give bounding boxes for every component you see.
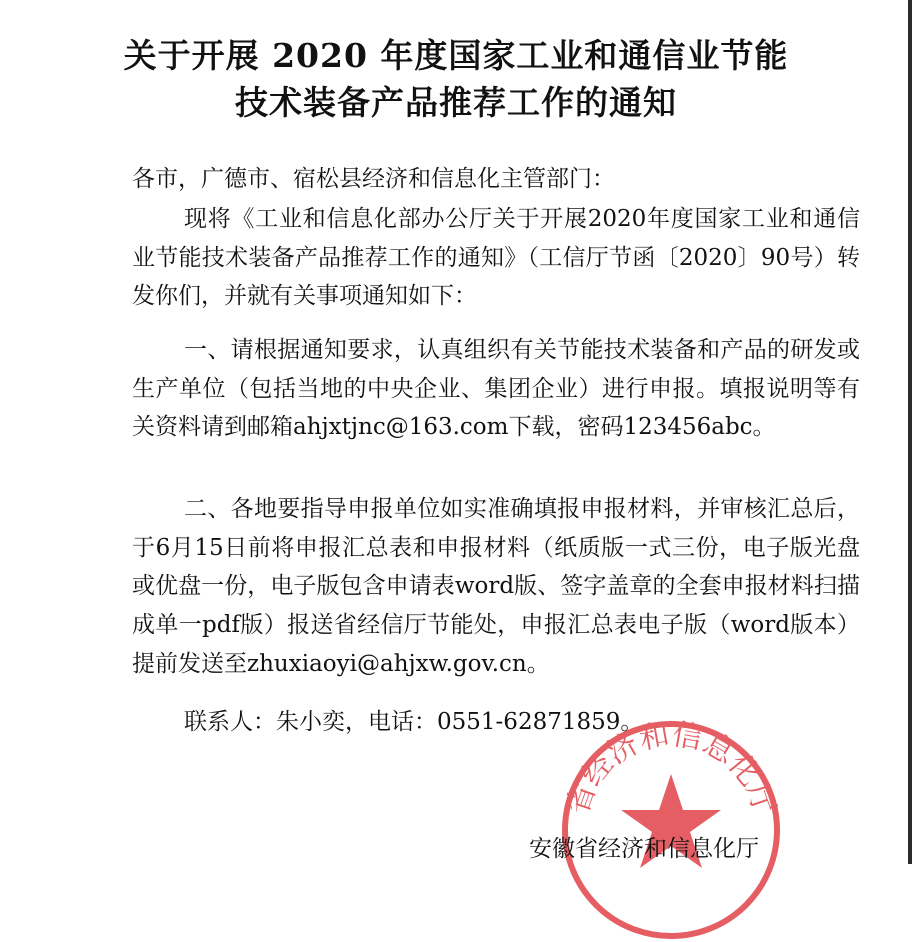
salutation: 各市，广德市、宿松县经济和信息化主管部门： xyxy=(132,166,615,192)
contact-line: 联系人：朱小奕，电话：0551-62871859。 xyxy=(184,709,644,735)
document-title-line-2: 技术装备产品推荐工作的通知 xyxy=(235,83,677,122)
intro-paragraph: 现将《工业和信息化部办公厅关于开展2020年度国家工业和通信业节能技术装备产品推荐工作的通知》（工信厅节函〔2020〕90号）转发你们，并就有关事项通知如下： xyxy=(132,206,860,310)
seal-text: 省经济和信息化厅 xyxy=(560,717,782,820)
page-edge-shadow xyxy=(908,0,912,864)
issuer-signature: 安徽省经济和信息化厅 xyxy=(529,836,759,862)
official-seal-icon xyxy=(556,712,786,942)
document-title-line-1: 关于开展 2020 年度国家工业和通信业节能 xyxy=(123,36,789,75)
item-2-paragraph: 二、各地要指导申报单位如实准确填报申报材料，并审核汇总后，于6月15日前将申报汇总表和申报材料（纸质版一式三份，电子版光盘或优盘一份，电子版包含申请表word版、签字盖章的全套申报材料扫描成单一pdf版）报送省经信厅节能处，申报汇总表电子版（word版本）提前发送至zhuxiaoyi@ahjxw.gov.cn。 xyxy=(132,496,860,677)
item-1-paragraph: 一、请根据通知要求，认真组织有关节能技术装备和产品的研发或生产单位（包括当地的中央企业、集团企业）进行申报。填报说明等有关资料请到邮箱ahjxtjnc@163.com下载，密码123456abc。 xyxy=(132,337,860,441)
